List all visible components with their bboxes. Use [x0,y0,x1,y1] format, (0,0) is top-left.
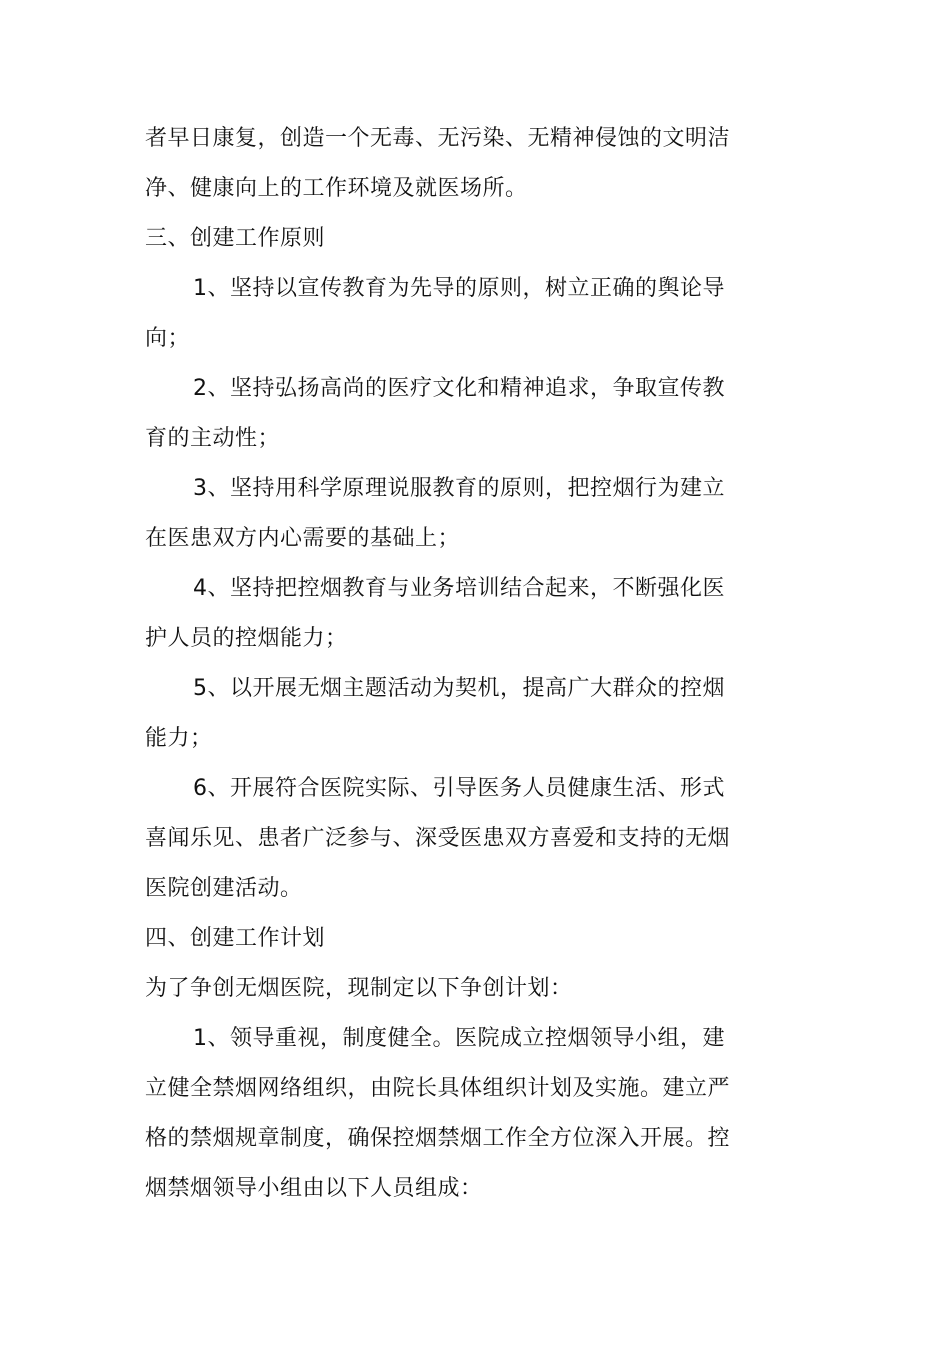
text-line: 者早日康复，创造一个无毒、无污染、无精神侵蚀的文明洁 [145,126,731,151]
text-line: 护人员的控烟能力； [145,626,348,651]
text-line: 4、坚持把控烟教育与业务培训结合起来，不断强化医 [193,576,725,601]
text-line: 育的主动性； [145,426,281,451]
section-heading: 四、创建工作计划 [145,926,326,951]
text-line: 1、坚持以宣传教育为先导的原则，树立正确的舆论导 [193,276,725,301]
text-line: 6、开展符合医院实际、引导医务人员健康生活、形式 [193,776,725,801]
section-heading: 三、创建工作原则 [145,226,326,251]
text-line: 喜闻乐见、患者广泛参与、深受医患双方喜爱和支持的无烟 [145,826,731,851]
text-line: 2、坚持弘扬高尚的医疗文化和精神追求，争取宣传教 [193,376,725,401]
text-line: 医院创建活动。 [145,876,303,901]
text-line: 立健全禁烟网络组织，由院长具体组织计划及实施。建立严 [145,1076,731,1101]
text-line: 为了争创无烟医院，现制定以下争创计划： [145,976,573,1001]
text-line: 1、领导重视，制度健全。医院成立控烟领导小组，建 [193,1026,725,1051]
text-line: 能力； [145,726,213,751]
text-line: 在医患双方内心需要的基础上； [145,526,461,551]
text-line: 烟禁烟领导小组由以下人员组成： [145,1176,483,1201]
text-line: 3、坚持用科学原理说服教育的原则，把控烟行为建立 [193,476,725,501]
text-line: 格的禁烟规章制度，确保控烟禁烟工作全方位深入开展。控 [145,1126,731,1151]
text-line: 5、以开展无烟主题活动为契机，提高广大群众的控烟 [193,676,725,701]
text-line: 净、健康向上的工作环境及就医场所。 [145,176,528,201]
text-line: 向； [145,326,191,351]
